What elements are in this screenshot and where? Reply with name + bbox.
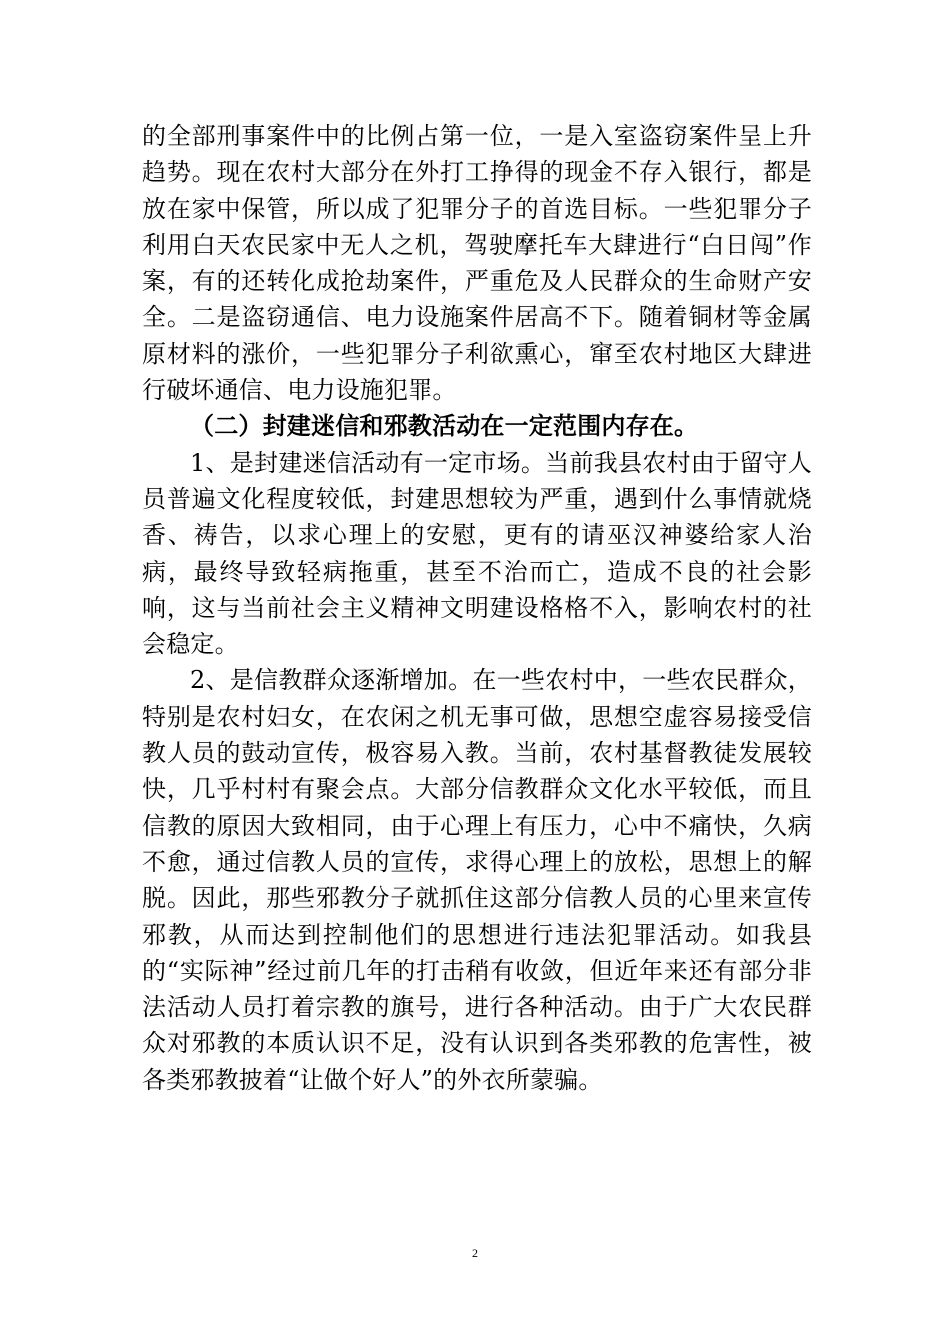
paragraph-religious-believers: 2、是信教群众逐渐增加。在一些农村中，一些农民群众，特别是农村妇女，在农闲之机无事可做，思想空虚容易接受信教人员的鼓动宣传，极容易入教。当前，农村基督教徒发展较快，几乎村村有聚会点。大部分信教群众文化水平较低，而且信教的原因大致相同，由于心理上有压力，心中不痛快，久病不愈，通过信教人员的宣传，求得心理上的放松，思想上的解脱。因此，那些邪教分子就抓住这部分信教人员的心里来宣传邪教，从而达到控制他们的思想进行违法犯罪活动。如我县的“实际神”经过前几年的打击稍有收敛，但近年来还有部分非法活动人员打着宗教的旗号，进行各种活动。由于广大农民群众对邪教的本质认识不足，没有认识到各类邪教的危害性，被各类邪教披着“让做个好人”的外衣所蒙骗。 xyxy=(142,666,812,1094)
section-heading-superstition: （二）封建迷信和邪教活动在一定范围内存在。 xyxy=(190,412,699,441)
page-number: 2 xyxy=(472,1246,478,1260)
document-body xyxy=(142,118,812,1098)
paragraph-theft-cases: 的全部刑事案件中的比例占第一位，一是入室盗窃案件呈上升趋势。现在农村大部分在外打工挣得的现金不存入银行，都是放在家中保管，所以成了犯罪分子的首选目标。一些犯罪分子利用白天农民家中无人之机，驾驶摩托车大肆进行“白日闯”作案，有的还转化成抢劫案件，严重危及人民群众的生命财产安全。二是盗窃通信、电力设施案件居高不下。随着铜材等金属原材料的涨价，一些犯罪分子利欲熏心，窜至农村地区大肆进行破坏通信、电力设施犯罪。 xyxy=(142,122,812,405)
paragraph-feudal-superstition: 1、是封建迷信活动有一定市场。当前我县农村由于留守人员普遍文化程度较低，封建思想较为严重，遇到什么事情就烧香、祷告，以求心理上的安慰，更有的请巫汉神婆给家人治病，最终导致轻病拖重，甚至不治而亡，造成不良的社会影响，这与当前社会主义精神文明建设格格不入，影响农村的社会稳定。 xyxy=(142,448,812,659)
